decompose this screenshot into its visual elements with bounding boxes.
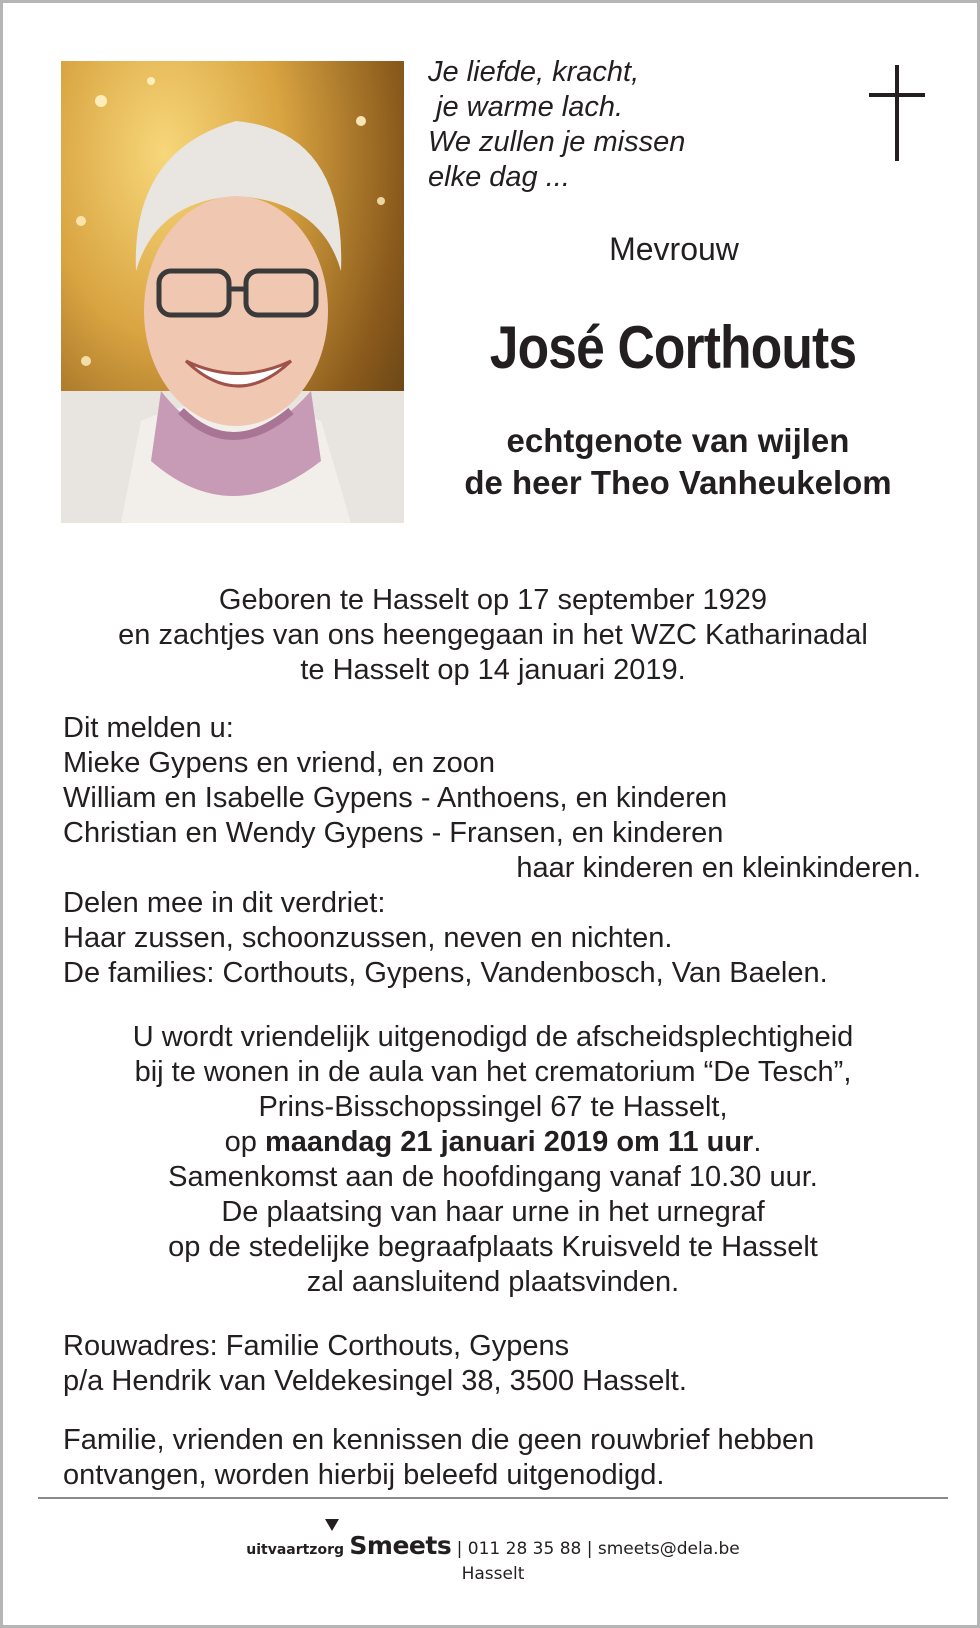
share-heading: Delen mee in dit verdriet: [63,887,386,919]
mourning-address [63,1329,933,1399]
text-line: ontvangen, worden hierbij beleefd uitgenodigd. [63,1459,665,1491]
grandchildren-line: haar kinderen en kleinkinderen. [516,852,921,884]
poem [428,55,748,195]
contact-info: | 011 28 35 88 | smeets@dela.be [456,1539,740,1559]
footer [3,1531,980,1584]
birth-death-paragraph [43,583,943,688]
ceremony-date: maandag 21 januari 2019 om 11 uur [264,1126,754,1158]
address-line: Rouwadres: Familie Corthouts, Gypens [63,1330,570,1362]
family-member: William en Isabelle Gypens - Anthoens, en kinderen [63,782,728,814]
text-line: Familie, vrienden en kennissen die geen rouwbrief hebben [63,1424,815,1456]
relatives-line: Haar zussen, schoonzussen, neven en nichten. [63,922,673,954]
text-line: bij te wonen in de aula van het crematorium “De Tesch”, [134,1056,852,1088]
portrait-illustration [61,61,404,523]
portrait-photo [61,61,404,523]
family-member: Mieke Gypens en vriend, en zoon [63,747,496,779]
poem-line: Je liefde, kracht, [428,56,640,88]
text-line: te Hasselt op 14 januari 2019. [300,654,686,686]
ceremony-paragraph [43,1020,943,1300]
spouse-line-1: echtgenote van wijlen [506,422,850,459]
text-line: op de stedelijke begraafplaats Kruisveld te Hasselt [168,1231,818,1263]
family-announcement [63,711,933,991]
text-line: en zachtjes van ons heengegaan in het WZC Katharinadal [118,619,868,651]
poem-line: je warme lach. [428,91,624,123]
text-line: Prins-Bisschopssingel 67 te Hasselt, [258,1091,728,1123]
latin-cross-icon [869,65,925,161]
footer-brand-line [246,1531,740,1560]
relatives-line: De families: Corthouts, Gypens, Vandenbosch, Van Baelen. [63,957,828,989]
address-line: p/a Hendrik van Veldekesingel 38, 3500 Hasselt. [63,1365,687,1397]
brand-name: Smeets [349,1531,452,1560]
spouse-line-2: de heer Theo Vanheukelom [464,464,892,501]
salutation: Mevrouw [609,231,739,267]
footer-city: Hasselt [461,1564,525,1584]
text-line: De plaatsing van haar urne in het urnegraf [221,1196,765,1228]
date-prefix: op [224,1126,265,1158]
poem-line: elke dag ... [428,161,570,193]
ceremony-date-line [43,1125,943,1160]
date-suffix: . [753,1126,762,1158]
triangle-down-icon [325,1519,339,1531]
brand-prefix: uitvaartzorg [246,1542,345,1558]
spouse-line [423,420,933,504]
text-line: Geboren te Hasselt op 17 september 1929 [218,584,768,616]
invitation-note [63,1423,933,1493]
text-line: Samenkomst aan de hoofdingang vanaf 10.30 uur. [168,1161,818,1193]
poem-line: We zullen je missen [428,126,686,158]
text-line: zal aansluitend plaatsvinden. [306,1266,680,1298]
deceased-name: José Corthouts [489,314,857,381]
family-member: Christian en Wendy Gypens - Fransen, en kinderen [63,817,724,849]
announce-heading: Dit melden u: [63,712,234,744]
text-line: U wordt vriendelijk uitgenodigd de afscheidsplechtigheid [132,1021,854,1053]
divider [38,1497,948,1499]
